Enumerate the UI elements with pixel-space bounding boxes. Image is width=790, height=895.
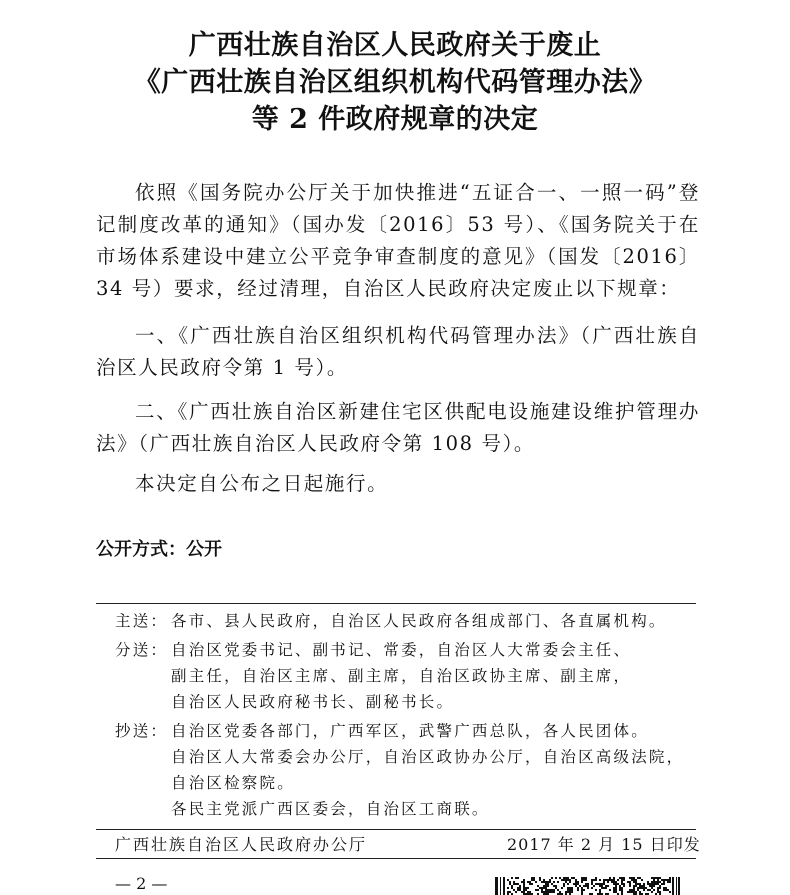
cc-recipients-text-3: 自治区检察院。 bbox=[171, 774, 295, 792]
issuer-bottom-rule bbox=[96, 858, 696, 859]
body-paragraph-item-1: 一、《广西壮族自治区组织机构代码管理办法》（广西壮族自治区人民政府令第 1 号）。 bbox=[96, 324, 700, 379]
body-paragraph-basis: 依照《国务院办公厅关于加快推进“五证合一、一照一码”登记制度改革的通知》（国办发〔2016〕53 号）、《国务院关于在市场体系建设中建立公平竞争审查制度的意见》（国发〔2016〕34 号）要求，经过清理，自治区人民政府决定废止以下规章： bbox=[96, 181, 700, 300]
main-recipients-label: 主送： bbox=[115, 612, 169, 630]
document-title-line-1: 广西壮族自治区人民政府关于废止 bbox=[188, 30, 602, 61]
cc-recipients-label: 抄送： bbox=[115, 722, 169, 740]
copy-recipients-row bbox=[115, 639, 631, 661]
copy-recipients-text-2: 副主任，自治区主席、副主席，自治区政协主席、副主席， bbox=[171, 667, 632, 685]
document-title-line-2: 《广西壮族自治区组织机构代码管理办法》 bbox=[133, 67, 657, 98]
copy-recipients-text-3: 自治区人民政府秘书长、副秘书长。 bbox=[171, 693, 455, 711]
issuing-office: 广西壮族自治区人民政府办公厅 bbox=[115, 835, 368, 854]
body-paragraph-effective: 本决定自公布之日起施行。 bbox=[135, 472, 389, 495]
distribution-top-rule bbox=[96, 603, 696, 604]
cc-recipients-row bbox=[115, 720, 649, 742]
disclosure-mode: 公开方式：公开 bbox=[96, 539, 222, 560]
copy-recipients-label: 分送： bbox=[115, 641, 169, 659]
document-title-line-3: 等 2 件政府规章的决定 bbox=[251, 104, 539, 135]
issue-date: 2017 年 2 月 15 日印发 bbox=[507, 835, 701, 854]
copy-recipients-text-1: 自治区党委书记、副书记、常委，自治区人大常委会主任、 bbox=[171, 641, 632, 659]
main-recipients-text: 各市、县人民政府，自治区人民政府各组成部门、各直属机构。 bbox=[171, 612, 667, 630]
main-recipients-row bbox=[115, 610, 667, 632]
body-paragraph-item-2: 二、《广西壮族自治区新建住宅区供配电设施建设维护管理办法》（广西壮族自治区人民政府令第 108 号）。 bbox=[96, 400, 700, 455]
page-number: — 2 — bbox=[115, 874, 168, 893]
cc-recipients-text-1: 自治区党委各部门，广西军区，武警广西总队，各人民团体。 bbox=[171, 722, 649, 740]
cc-recipients-text-2: 自治区人大常委会办公厅，自治区政协办公厅，自治区高级法院， bbox=[171, 748, 685, 766]
issuer-top-rule bbox=[96, 829, 696, 830]
cc-recipients-text-4: 各民主党派广西区委会，自治区工商联。 bbox=[171, 800, 490, 818]
barcode-image bbox=[495, 877, 680, 895]
